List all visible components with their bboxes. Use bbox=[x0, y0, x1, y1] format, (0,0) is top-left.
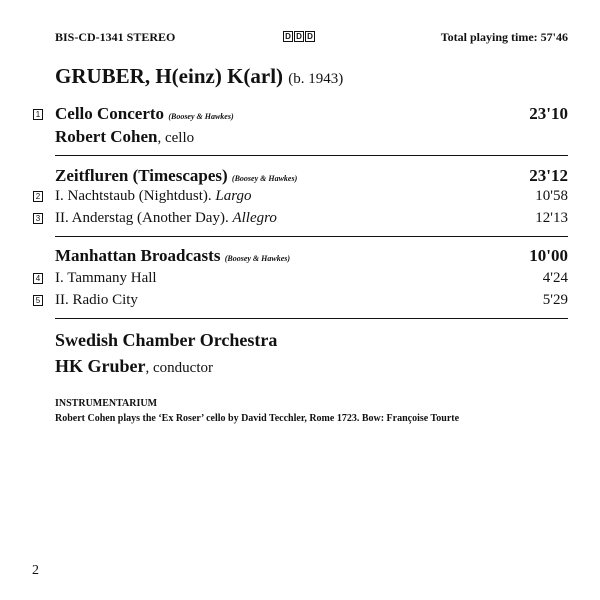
divider bbox=[55, 236, 568, 237]
soloist-role: , cello bbox=[157, 130, 195, 146]
work-title-text: Cello Concerto bbox=[55, 104, 165, 123]
ddd-code bbox=[283, 31, 315, 42]
publisher: (Boosey & Hawkes) bbox=[224, 254, 291, 263]
publisher: (Boosey & Hawkes) bbox=[168, 112, 234, 121]
publisher: (Boosey & Hawkes) bbox=[231, 174, 298, 183]
work-duration: 23'12 bbox=[529, 166, 568, 185]
track-number: 3 bbox=[33, 213, 43, 224]
movement-tempo: Largo bbox=[215, 188, 252, 204]
movement-title bbox=[55, 292, 138, 309]
work-title-text: Manhattan Broadcasts bbox=[55, 246, 221, 265]
movement-label: II. Anderstag (Another Day). bbox=[55, 210, 233, 226]
work-duration: 23'10 bbox=[529, 104, 568, 123]
soloist-name: Robert Cohen bbox=[55, 127, 158, 146]
movement-duration: 10'58 bbox=[535, 188, 568, 204]
movement-duration: 4'24 bbox=[542, 270, 568, 286]
page-number: 2 bbox=[32, 563, 39, 578]
total-playing-time: Total playing time: 57'46 bbox=[440, 30, 568, 44]
work-title bbox=[55, 246, 290, 266]
work-title bbox=[55, 104, 234, 124]
divider bbox=[55, 155, 568, 156]
work-title-text: Zeitfluren (Timescapes) bbox=[55, 166, 228, 185]
soloist bbox=[55, 127, 194, 147]
work-title bbox=[55, 166, 297, 186]
track-number: 4 bbox=[33, 273, 43, 284]
composer-dates: (b. 1943) bbox=[288, 71, 344, 87]
ddd-letter: D bbox=[283, 31, 293, 42]
divider bbox=[55, 318, 568, 319]
movement-label: I. Nachtstaub (Nightdust). bbox=[55, 188, 216, 204]
movement-duration: 5'29 bbox=[542, 292, 568, 308]
movement-title bbox=[55, 188, 252, 205]
instrumentarium-heading: INSTRUMENTARIUM bbox=[55, 398, 158, 409]
conductor-role: , conductor bbox=[145, 360, 213, 376]
movement-duration: 12'13 bbox=[535, 210, 568, 226]
movement-title bbox=[55, 270, 157, 287]
track-number: 2 bbox=[33, 191, 43, 202]
work-duration: 10'00 bbox=[529, 246, 568, 265]
movement-label: I. Tammany Hall bbox=[55, 270, 157, 286]
instrumentarium-text: Robert Cohen plays the ‘Ex Roser’ cello by David Tecchler, Rome 1723. Bow: Françoise Tourte bbox=[55, 413, 460, 424]
conductor bbox=[55, 356, 213, 377]
ddd-letter: D bbox=[294, 31, 304, 42]
movement-tempo: Allegro bbox=[232, 210, 277, 226]
ddd-letter: D bbox=[305, 31, 315, 42]
movement-title bbox=[55, 210, 277, 227]
conductor-name: HK Gruber bbox=[55, 356, 146, 376]
orchestra-name: Swedish Chamber Orchestra bbox=[55, 330, 278, 350]
movement-label: II. Radio City bbox=[55, 292, 138, 308]
track-number: 1 bbox=[33, 109, 43, 120]
composer-heading bbox=[55, 64, 343, 89]
track-number: 5 bbox=[33, 295, 43, 306]
composer-name: GRUBER, H(einz) K(arl) bbox=[55, 64, 284, 88]
catalog-number: BIS-CD-1341 STEREO bbox=[55, 30, 176, 44]
